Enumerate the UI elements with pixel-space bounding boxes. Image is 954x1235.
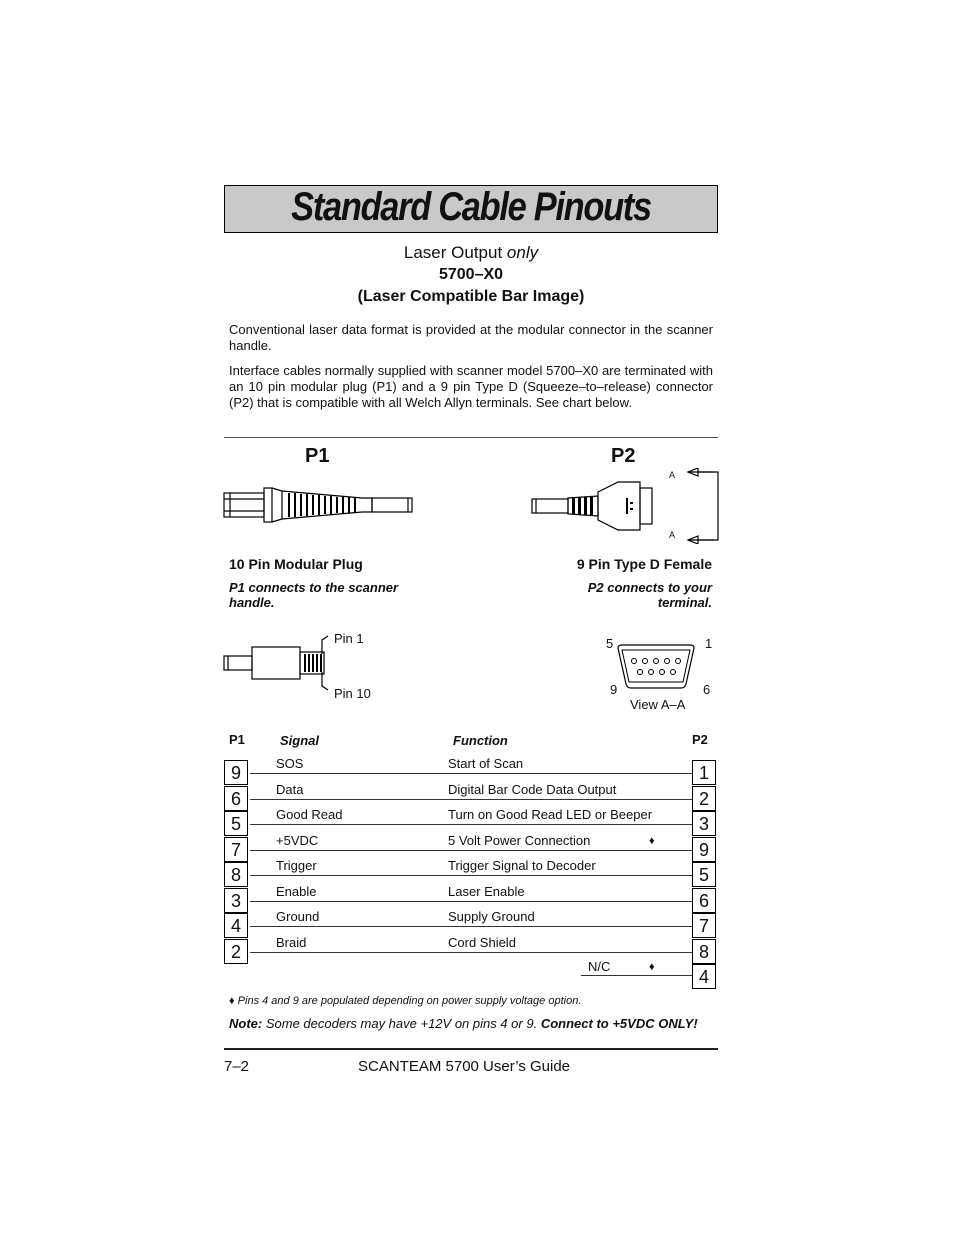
section-subtitle-2: (Laser Compatible Bar Image) [357,288,585,305]
p1-pin-box: 5 [224,811,248,836]
nc-divider [581,975,692,976]
dsub-pin-5: 5 [606,636,614,651]
p1-note: P1 connects to the scanner handle. [229,580,399,610]
p1-pin-box: 2 [224,939,248,964]
p1-pin-box: 7 [224,837,248,862]
p2-pin-box: 3 [692,811,716,836]
table-header-function: Function [453,733,508,748]
subtitle-main: Laser Output [403,243,503,262]
p2-pin-box: 5 [692,862,716,887]
row-divider [250,773,692,774]
p2-label: P2 [611,445,636,467]
p1-pin-box: 4 [224,913,248,938]
function-cell: Trigger Signal to Decoder [448,858,596,873]
row-divider [250,824,692,825]
pin-10-label: Pin 10 [334,686,371,701]
signal-cell: Data [276,781,304,797]
intro-paragraph-1: Conventional laser data format is provided at the modular connector in the scanner handle. [229,322,713,353]
p2-pin-box: 2 [692,786,716,811]
function-cell: Start of Scan [448,756,524,771]
subtitle-emphasis: only [506,243,539,262]
p1-pin-box: 9 [224,760,248,785]
nc-cell: N/C [588,959,611,974]
row-divider [250,850,692,851]
table-header-signal: Signal [280,733,320,748]
footer-rule [224,1048,718,1050]
option-marker: ♦ [649,834,655,847]
signal-cell: Trigger [276,858,317,873]
function-cell: Laser Enable [448,883,525,899]
pin-1-label: Pin 1 [334,631,364,646]
p2-pin-box: 8 [692,939,716,964]
function-cell: Cord Shield [448,934,516,950]
p1-pin-box: 3 [224,888,248,913]
p2-pin-box: 7 [692,913,716,938]
signal-cell: Ground [276,909,320,924]
page-number: 7–2 [224,1058,250,1075]
view-label: View A–A [630,697,686,712]
warning-note [229,1016,713,1032]
table-header-p2: P2 [692,732,708,747]
note-emphasis: Connect to +5VDC ONLY! [540,1016,698,1031]
dsub-pin-9: 9 [610,682,618,697]
intro-paragraph-2: Interface cables normally supplied with scanner model 5700–X0 are terminated with an 10 pin modular plug (P1) and a 9 pin Type D (Squeeze–to–release) connector (P2) that is compatible with all Welch Allyn terminals. See chart below. [229,363,713,410]
function-cell: 5 Volt Power Connection [448,832,591,848]
p1-pin-box: 8 [224,862,248,887]
function-cell: Digital Bar Code Data Output [448,781,617,797]
signal-cell: +5VDC [276,832,319,848]
p2-pin-box: 6 [692,888,716,913]
guide-title: SCANTEAM 5700 User’s Guide [358,1058,571,1075]
p1-caption: 10 Pin Modular Plug [229,556,363,572]
signal-cell: Good Read [276,807,343,822]
p2-pin-box: 4 [692,964,716,989]
model-number: 5700–X0 [438,266,504,283]
row-divider [250,799,692,800]
note-label: Note: [229,1016,263,1031]
view-marker-bottom: A [669,530,676,540]
function-cell: Turn on Good Read LED or Beeper [448,807,653,822]
p2-pin-box: 9 [692,837,716,862]
row-divider [250,875,692,876]
note-text: Some decoders may have +12V on pins 4 or 9. [265,1016,538,1031]
p1-pin-box: 6 [224,786,248,811]
dsub-pin-6: 6 [703,682,711,697]
option-marker: ♦ [649,961,655,973]
p2-pin-box: 1 [692,760,716,785]
p1-label: P1 [305,445,330,467]
footnote: ♦ Pins 4 and 9 are populated depending on power supply voltage option. [229,995,582,1007]
view-marker-top: A [669,470,676,480]
function-cell: Supply Ground [448,909,535,924]
row-divider [250,901,692,902]
p2-note: P2 connects to your terminal. [587,580,712,610]
dsub-pin-1: 1 [705,636,713,651]
signal-cell: Enable [276,883,317,899]
p2-caption: 9 Pin Type D Female [576,556,712,572]
signal-cell: Braid [276,934,307,950]
row-divider [250,952,692,953]
table-header-p1: P1 [229,732,245,747]
page-title: Standard Cable Pinouts [291,185,651,229]
signal-cell: SOS [276,756,304,771]
row-divider [250,926,692,927]
